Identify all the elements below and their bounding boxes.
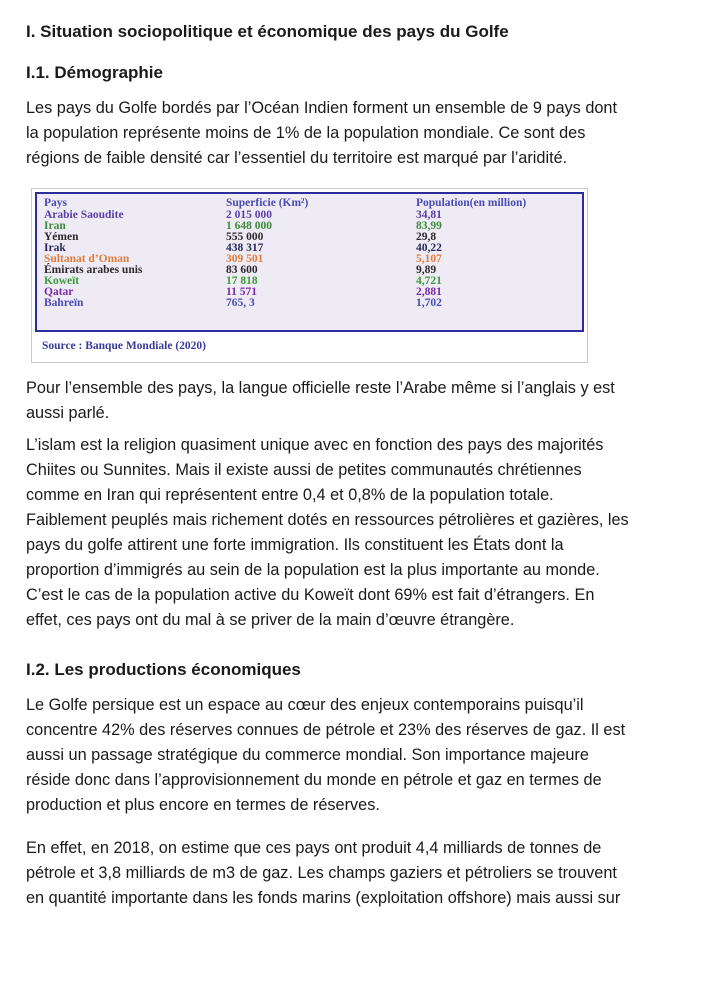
text-line: en quantité importante dans les fonds marins (exploitation offshore) mais aussi sur — [26, 889, 621, 907]
header-pays: Pays — [44, 197, 67, 209]
paragraph-langue — [26, 376, 615, 426]
section-title-productions: I.2. Les productions économiques — [26, 660, 301, 679]
text-line: aussi un passage stratégique du commerce mondial. Son importance majeure — [26, 746, 589, 764]
text-line: Le Golfe persique est un espace au cœur des enjeux contemporains puisqu’il — [26, 696, 584, 714]
header-superficie: Superficie (Km²) — [226, 197, 309, 209]
text-line: concentre 42% des réserves connues de pétrole et 23% des réserves de gaz. Il est — [26, 721, 626, 739]
cell-superficie: 765, 3 — [226, 297, 255, 309]
table-header-row — [44, 198, 584, 209]
text-line: régions de faible densité car l’essentiel du territoire est marqué par l’aridité. — [26, 149, 568, 167]
cell-pays: Iran — [44, 220, 66, 232]
cell-pays: Yémen — [44, 231, 79, 243]
text-line: aussi parlé. — [26, 404, 110, 422]
table-row — [44, 287, 584, 298]
cell-population: 4,721 — [416, 275, 442, 287]
text-line: C’est le cas de la population active du Koweït dont 69% est fait d’étrangers. En — [26, 586, 595, 604]
cell-pays: Koweït — [44, 275, 80, 287]
text-line: En effet, en 2018, on estime que ces pays ont produit 4,4 milliards de tonnes de — [26, 839, 602, 857]
cell-superficie: 1 648 000 — [226, 220, 272, 232]
table-source: Source : Banque Mondiale (2020) — [42, 340, 206, 352]
cell-pays: Qatar — [44, 286, 74, 298]
cell-superficie: 555 000 — [226, 231, 264, 243]
text-line: pays du golfe attirent une forte immigration. Ils constituent les États dont la — [26, 536, 564, 554]
text-line: pétrole et 3,8 milliards de m3 de gaz. Les champs gaziers et pétroliers se trouvent — [26, 864, 617, 882]
cell-superficie: 438 317 — [226, 242, 264, 254]
cell-population: 2,881 — [416, 286, 442, 298]
text-line: L’islam est la religion quasiment unique avec en fonction des pays des majorités — [26, 436, 604, 454]
cell-pays: Irak — [44, 242, 66, 254]
table-row — [44, 265, 584, 276]
text-line: proportion d’immigrés au sein de la population est la plus importante au monde. — [26, 561, 600, 579]
text-line: production et plus encore en termes de réserves. — [26, 796, 380, 814]
paragraph-intro — [26, 96, 617, 171]
text-line: Les pays du Golfe bordés par l’Océan Indien forment un ensemble de 9 pays dont — [26, 99, 618, 117]
cell-population: 9,89 — [416, 264, 437, 276]
section-title-demographie: I.1. Démographie — [26, 63, 163, 82]
header-population: Population(en million) — [416, 197, 527, 209]
table-row — [44, 210, 584, 221]
population-table-image — [31, 188, 588, 363]
text-line: la population représente moins de 1% de la population mondiale. Ce sont des — [26, 124, 586, 142]
cell-superficie: 83 600 — [226, 264, 258, 276]
text-line: effet, ces pays ont du mal à se priver de la main d’œuvre étrangère. — [26, 611, 515, 629]
cell-superficie: 309 501 — [226, 253, 264, 265]
text-line: Pour l’ensemble des pays, la langue officielle reste l’Arabe même si l’anglais y est — [26, 379, 615, 397]
paragraph-production-2018 — [26, 836, 620, 911]
cell-population: 29,8 — [416, 231, 437, 243]
cell-superficie: 2 015 000 — [226, 209, 272, 221]
paragraph-golfe-persique — [26, 693, 625, 818]
cell-superficie: 11 571 — [226, 286, 257, 298]
table-row — [44, 276, 584, 287]
text-line: réside donc dans l’approvisionnement du monde en pétrole et gaz en termes de — [26, 771, 602, 789]
table-row — [44, 221, 584, 232]
cell-population: 5,107 — [416, 253, 442, 265]
cell-pays: Arabie Saoudite — [44, 209, 124, 221]
cell-pays: Bahreïn — [44, 297, 84, 309]
cell-superficie: 17 818 — [226, 275, 258, 287]
main-heading: I. Situation sociopolitique et économique des pays du Golfe — [26, 22, 509, 41]
table-row — [44, 298, 584, 309]
cell-population: 34,81 — [416, 209, 442, 221]
cell-population: 1,702 — [416, 297, 442, 309]
table-row — [44, 232, 584, 243]
population-table — [35, 192, 584, 332]
cell-pays: Sultanat d’Oman — [44, 253, 130, 265]
text-line: comme en Iran qui représentent entre 0,4 et 0,8% de la population totale. — [26, 486, 554, 504]
text-line: Chiites ou Sunnites. Mais il existe aussi de petites communautés chrétiennes — [26, 461, 582, 479]
cell-population: 83,99 — [416, 220, 442, 232]
cell-population: 40,22 — [416, 242, 442, 254]
text-line: Faiblement peuplés mais richement dotés en ressources pétrolières et gazières, les — [26, 511, 629, 529]
cell-pays: Émirats arabes unis — [44, 264, 143, 276]
paragraph-religion — [26, 433, 629, 633]
